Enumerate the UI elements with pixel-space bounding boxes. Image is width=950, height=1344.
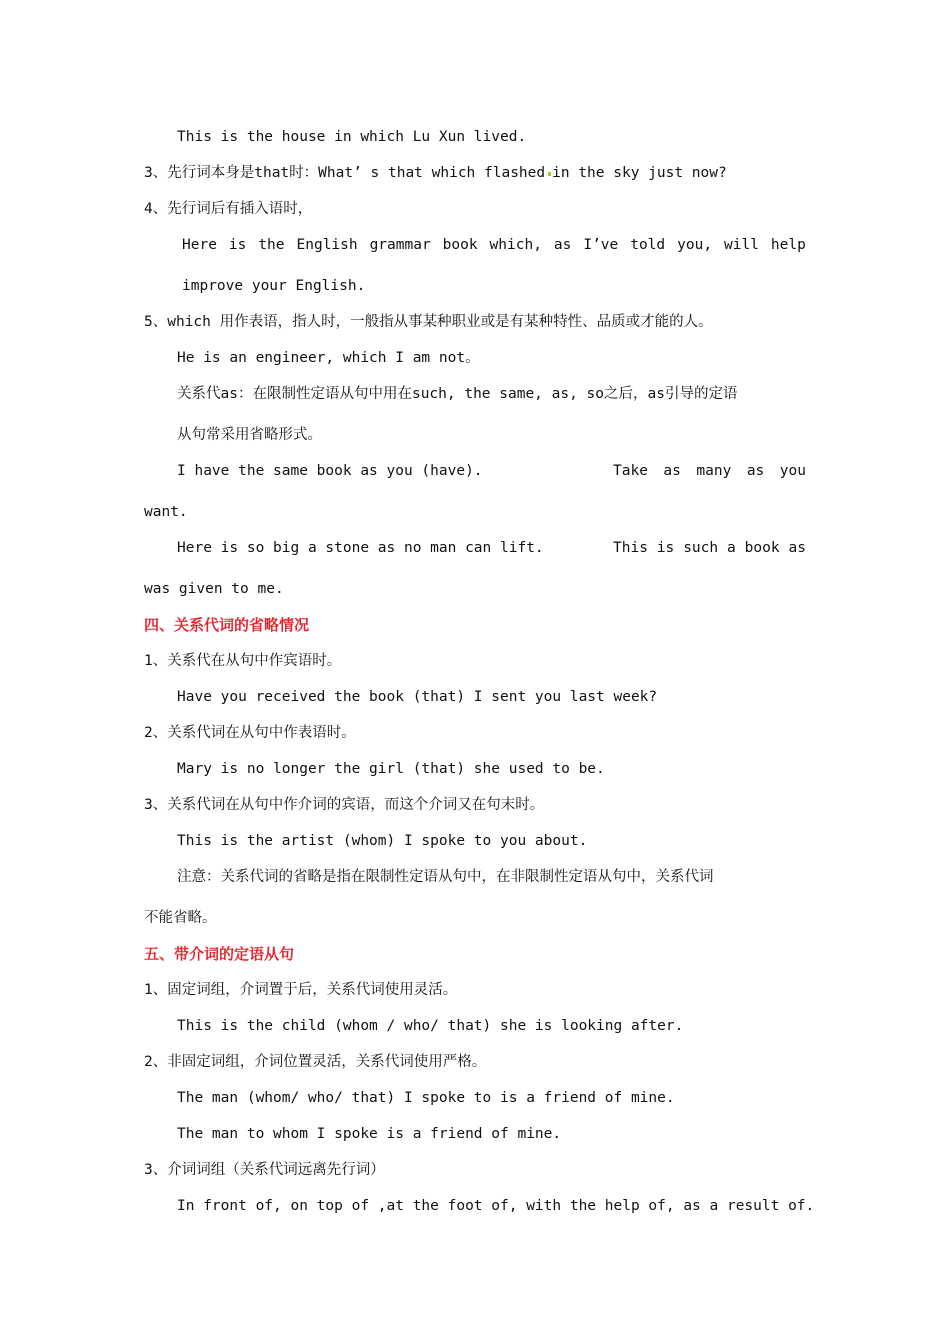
example-sentence-continuation: was given to me. <box>144 581 284 597</box>
word: Take <box>613 463 648 479</box>
note-text: 注意：关系代词的省略是指在限制性定语从句中，在非限制性定语从句中，关系代词 <box>177 869 714 885</box>
example-sentence: He is an engineer, which I am not。 <box>177 350 480 366</box>
rule-item <box>144 163 727 183</box>
rule-item: 2、关系代词在从句中作表语时。 <box>144 725 356 741</box>
word: English <box>296 237 358 253</box>
word: This <box>613 540 648 556</box>
word: you <box>779 463 806 479</box>
word: is <box>228 237 247 253</box>
justified-example-line <box>613 461 806 481</box>
example-sentence-continuation: want. <box>144 504 188 520</box>
word: is <box>656 540 675 556</box>
word: you, <box>677 237 713 253</box>
section-heading-4: 四、关系代词的省略情况 <box>144 616 310 634</box>
word: help <box>770 237 806 253</box>
example-sentence: In front of, on top of ,at the foot of, with the help of, as a result of. <box>177 1198 815 1214</box>
word: which, <box>489 237 542 253</box>
justified-example-line <box>182 235 806 255</box>
word: many <box>696 463 732 479</box>
example-sentence: This is the child (whom / who/ that) she is looking after. <box>177 1018 684 1034</box>
rule-item: 3、关系代词在从句中作介词的宾语，而这个介词又在句末时。 <box>144 797 545 813</box>
highlight-mark <box>548 172 551 176</box>
word: a <box>727 540 736 556</box>
word: told <box>630 237 666 253</box>
rule-item: 5、which 用作表语，指人时，一般指从事某种职业或是有某种特性、品质或才能的人。 <box>144 314 713 330</box>
word: as <box>788 540 806 556</box>
justified-example-line <box>613 538 806 558</box>
note-text: 关系代as：在限制性定语从句中用在such, the same, as, so之后，as引导的定语 <box>177 386 738 402</box>
rule-text-tail: in the sky just now? <box>552 165 727 181</box>
rule-text: 3、先行词本身是that时：What’ s that which flashed <box>144 165 546 181</box>
word: will <box>724 237 759 253</box>
word: as <box>663 463 681 479</box>
word: Here <box>182 237 217 253</box>
example-sentence: Mary is no longer the girl (that) she used to be. <box>177 761 605 777</box>
rule-item: 2、非固定词组，介词位置灵活，关系代词使用严格。 <box>144 1054 487 1070</box>
rule-item: 3、介词词组（关系代词远离先行词） <box>144 1162 385 1178</box>
example-sentence: I have the same book as you (have). <box>177 463 483 479</box>
word: as <box>746 463 765 479</box>
section-heading-5: 五、带介词的定语从句 <box>144 945 295 963</box>
note-text-continuation: 不能省略。 <box>144 910 217 926</box>
word: book <box>744 540 780 556</box>
example-sentence: Have you received the book (that) I sent you last week? <box>177 689 658 705</box>
word: the <box>258 237 285 253</box>
note-text: 从句常采用省略形式。 <box>177 427 322 443</box>
example-sentence: The man to whom I spoke is a friend of mine. <box>177 1126 562 1142</box>
word: I’ve <box>583 237 619 253</box>
rule-item: 4、先行词后有插入语时， <box>144 201 313 217</box>
example-sentence: This is the artist (whom) I spoke to you about. <box>177 833 588 849</box>
word: grammar <box>369 237 431 253</box>
rule-item: 1、关系代在从句中作宾语时。 <box>144 653 342 669</box>
example-sentence: Here is so big a stone as no man can lift. <box>177 540 544 556</box>
word: book <box>442 237 478 253</box>
word: such <box>683 540 719 556</box>
example-sentence: The man (whom/ who/ that) I spoke to is a friend of mine. <box>177 1090 675 1106</box>
rule-item: 1、固定词组，介词置于后，关系代词使用灵活。 <box>144 982 458 998</box>
word: as <box>553 237 572 253</box>
example-sentence: improve your English. <box>182 278 366 294</box>
example-sentence: This is the house in which Lu Xun lived. <box>177 129 527 145</box>
